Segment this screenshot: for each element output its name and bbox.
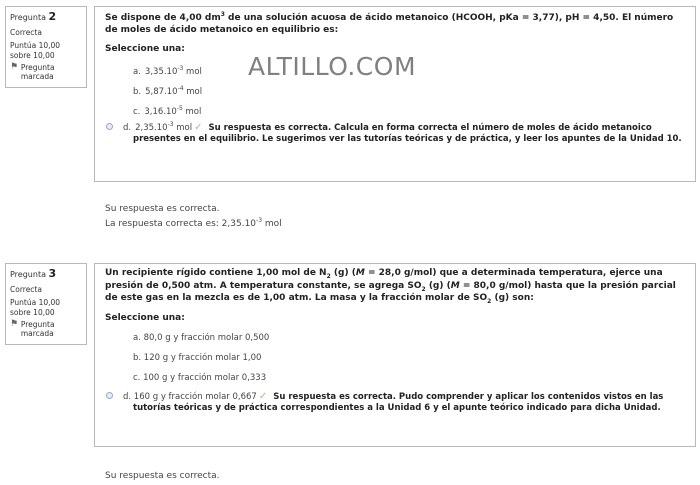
option-letter: a. xyxy=(133,66,141,77)
question-label: Pregunta xyxy=(10,270,46,279)
question-text-part: Se dispone de 4,00 dm xyxy=(105,13,221,23)
option-value: 3,16.10 xyxy=(144,106,177,117)
option-letter: d. xyxy=(123,122,132,133)
correct-answer-label: La respuesta correcta es: 2,35.10 xyxy=(105,219,257,230)
correct-answer-unit: mol xyxy=(262,219,282,230)
question-text xyxy=(105,268,685,306)
answer-feedback: Su respuesta es correcta. Pudo comprender y aplicar los contenidos vistos en las tutorías teóricas y de práctica correspondientes a la Unidad 6 y el apunte teórico indicado para dicha Unidad. xyxy=(133,392,664,414)
option-unit: mol xyxy=(183,66,202,77)
option-body xyxy=(123,390,685,414)
flag-icon: ⚑ xyxy=(10,61,19,72)
question-text-part: (g) ( xyxy=(425,280,451,291)
option-body xyxy=(123,121,685,145)
answer-option-c[interactable]: c. 100 g y fracción molar 0,333 xyxy=(133,373,267,384)
question-text-sup: 3 xyxy=(220,11,225,18)
question-number-value: 3 xyxy=(48,267,57,280)
question-info xyxy=(5,6,87,88)
question-text-part: (g) ( xyxy=(330,268,356,278)
correct-check-icon: ✓ xyxy=(258,391,268,403)
question-grade: Puntúa 10,00 sobre 10,00 xyxy=(10,41,61,60)
option-unit: mol xyxy=(173,122,193,133)
question-number xyxy=(10,10,82,24)
correct-answer-exponent: -3 xyxy=(256,217,263,225)
watermark: ALTILLO.COM xyxy=(248,52,417,81)
molar-mass-symbol: M xyxy=(355,268,365,278)
option-letter: b. xyxy=(133,86,142,97)
flag-question-toggle[interactable] xyxy=(10,63,82,82)
question-state: Correcta xyxy=(10,284,42,294)
answer-option-d[interactable] xyxy=(105,121,685,145)
question-state: Correcta xyxy=(10,27,42,37)
option-value: 3,35.10 xyxy=(144,66,178,77)
question-content xyxy=(94,6,696,182)
select-one-prompt: Seleccione una: xyxy=(105,43,185,54)
option-unit: mol xyxy=(183,86,203,97)
question-2-outcome xyxy=(105,202,282,232)
option-value: 5,87.10 xyxy=(145,86,178,97)
option-exponent: -3 xyxy=(177,64,184,72)
answer-option-a[interactable]: a. 80,0 g y fracción molar 0,500 xyxy=(133,333,270,344)
option-unit: mol xyxy=(182,106,202,117)
question-content xyxy=(94,263,696,447)
correct-answer-text xyxy=(105,216,282,231)
answer-feedback: Su respuesta es correcta. Calcula en forma correcta el número de moles de ácido metanoico presentes en el equilibrio. Le sugerimos ver las tutorías teóricas y de práctica, y leer los apuntes de la Unidad 10. xyxy=(133,122,682,145)
question-text-part: = 28,0 g/mol) que a determinada temperatura, ejerce una presión de 0,500 atm. A temperatura constante, se agrega SO xyxy=(105,268,663,291)
option-value: 2,35.10 xyxy=(135,122,168,133)
select-one-prompt: Seleccione una: xyxy=(105,313,185,324)
outcome-message: Su respuesta es correcta. xyxy=(105,204,220,214)
question-number-value: 2 xyxy=(48,10,57,23)
selected-radio-icon[interactable] xyxy=(106,123,113,130)
answer-option-b[interactable]: b. 120 g y fracción molar 1,00 xyxy=(133,353,262,364)
flag-label: Pregunta marcada xyxy=(20,62,55,82)
option-exponent: -5 xyxy=(176,104,183,112)
selected-radio-icon[interactable] xyxy=(106,392,113,399)
question-text-part: (g) son: xyxy=(491,293,534,304)
question-text-sub: 2 xyxy=(487,298,492,306)
option-exponent: -3 xyxy=(167,121,174,129)
answer-option-d[interactable] xyxy=(105,390,685,414)
question-text-part: Un recipiente rígido contiene 1,00 mol de N xyxy=(105,268,327,278)
answer-option-c[interactable] xyxy=(133,99,685,119)
option-text: d. 160 g y fracción molar 0,667 xyxy=(123,392,257,403)
question-text-part: = 80,0 g/mol) hasta que la presión parcial de este gas en la mezcla es de 1,00 atm. La masa y la fracción molar de SO xyxy=(105,280,676,304)
flag-label: Pregunta marcada xyxy=(20,319,55,339)
question-info xyxy=(5,263,87,345)
option-letter: c. xyxy=(133,106,141,117)
question-label: Pregunta xyxy=(10,13,46,22)
question-3-outcome xyxy=(105,469,220,483)
question-text xyxy=(105,11,685,37)
question-number xyxy=(10,267,82,281)
option-exponent: -4 xyxy=(177,84,184,92)
question-text-sub: 2 xyxy=(326,272,331,280)
molar-mass-symbol: M xyxy=(450,280,460,291)
flag-question-toggle[interactable] xyxy=(10,320,82,339)
outcome-message: Su respuesta es correcta. xyxy=(105,471,220,481)
question-grade: Puntúa 10,00 sobre 10,00 xyxy=(10,298,61,317)
question-text-part: de una solución acuosa de ácido metanoico (HCOOH, pKa = 3,77), pH = 4,50. El número de moles de ácido metanoico en equilibrio es: xyxy=(105,13,674,35)
flag-icon: ⚑ xyxy=(10,318,19,329)
question-text-sub: 2 xyxy=(421,285,426,293)
correct-check-icon: ✓ xyxy=(194,121,203,133)
